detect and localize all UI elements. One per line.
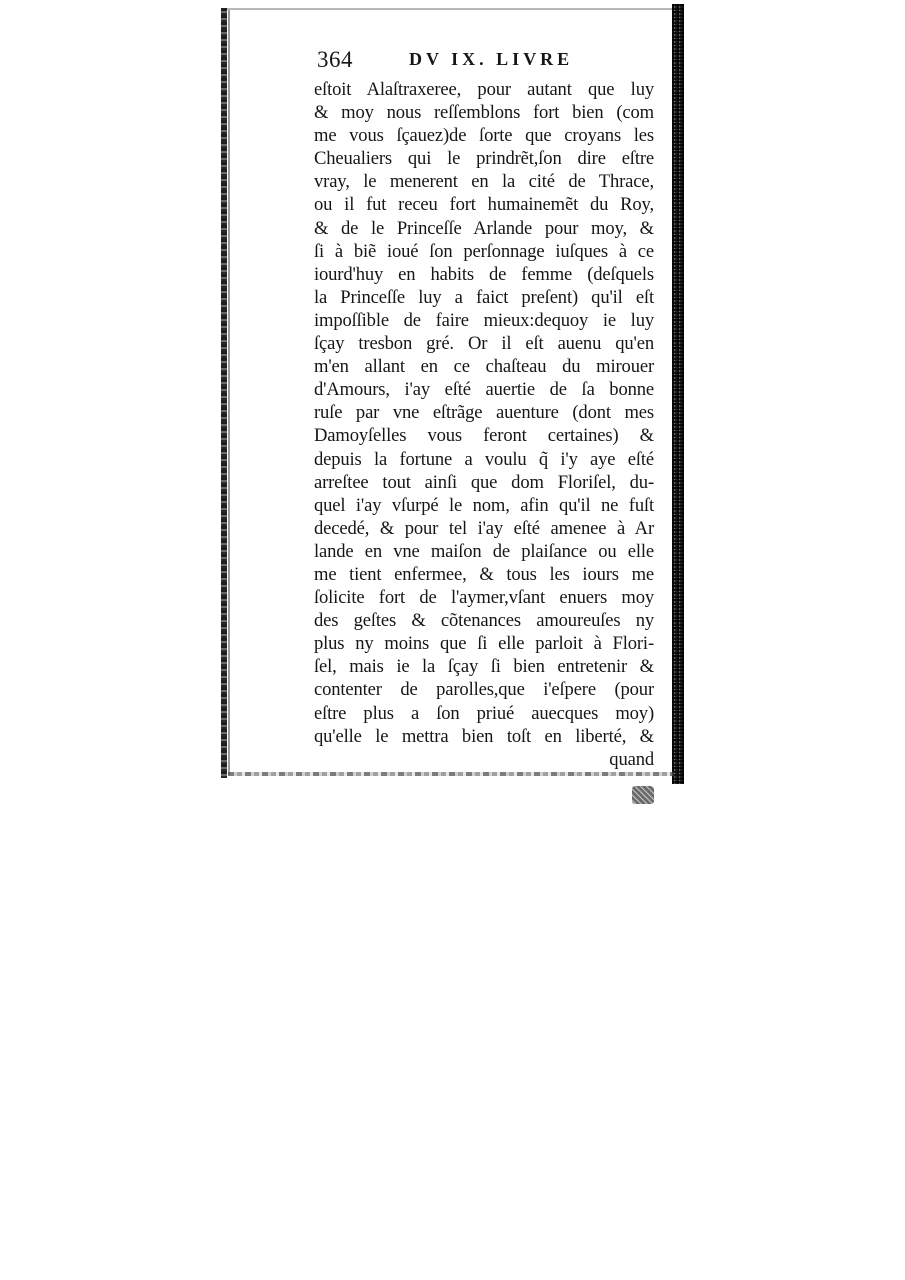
text-line: arreſtee tout ainſi que dom Floriſel, du- (314, 471, 654, 493)
text-line: m'en allant en ce chaſteau du mirouer (314, 356, 654, 378)
text-line: ſi à biẽ ioué ſon perſonnage iuſques à ce (314, 240, 654, 262)
text-line: me vous ſçauez)de ſorte que croyans les (314, 125, 654, 147)
text-line: la Princeſſe luy a faict preſent) qu'il eſt (314, 286, 654, 308)
text-line: plus ny moins que ſi elle parloit à Flori- (314, 633, 654, 655)
page-header (317, 47, 657, 73)
text-line: ruſe par vne eſtrãge auenture (dont mes (314, 402, 654, 424)
text-line: Damoyſelles vous feront certaines) & (314, 425, 654, 447)
text-line: eſtoit Alaſtraxeree, pour autant que luy (314, 79, 654, 100)
text-line: lande en vne maiſon de plaiſance ou elle (314, 540, 654, 562)
text-line: ſel, mais ie la ſçay ſi bien entretenir & (314, 656, 654, 678)
text-line: contenter de parolles,que i'eſpere (pour (314, 679, 654, 701)
text-line: & moy nous reſſemblons fort bien (com (314, 102, 654, 124)
text-line: des geſtes & cõtenances amoureuſes ny (314, 610, 654, 632)
page-number: 364 (317, 47, 353, 72)
page-top-edge (225, 8, 672, 10)
text-line: d'Amours, i'ay eſté auertie de ſa bonne (314, 379, 654, 401)
text-line: ou il fut receu fort humainemẽt du Roy, (314, 194, 654, 216)
text-line: iourd'huy en habits de femme (deſquels (314, 263, 654, 285)
text-line: Cheualiers qui le prindrẽt,ſon dire eſtre (314, 148, 654, 170)
text-line: me tient enfermee, & tous les iours me (314, 563, 654, 585)
page-left-gutter (228, 10, 230, 775)
scan-smudge (632, 786, 654, 804)
text-line: quel i'ay vſurpé le nom, afin qu'il ne fuſt (314, 494, 654, 516)
text-line: depuis la fortune a voulu q̃ i'y aye eſté (314, 448, 654, 470)
text-line: decedé, & pour tel i'ay eſté amenee à Ar (314, 517, 654, 539)
page-left-edge (221, 8, 227, 778)
text-line: impoſſible de faire mieux:dequoy ie luy (314, 309, 654, 331)
page-right-edge (672, 4, 684, 784)
page-bottom-edge (228, 772, 674, 776)
catchword: quand (609, 748, 654, 770)
text-line: vray, le menerent en la cité de Thrace, (314, 171, 654, 193)
body-text (314, 78, 654, 771)
running-head: DV IX. LIVRE (409, 49, 574, 69)
text-line: ſolicite fort de l'aymer,vſant enuers moy (314, 587, 654, 609)
text-line: ſçay tresbon gré. Or il eſt auenu qu'en (314, 333, 654, 355)
text-line: qu'elle le mettra bien toſt en liberté, & (314, 725, 654, 747)
text-line: & de le Princeſſe Arlande pour moy, & (314, 217, 654, 239)
text-line: eſtre plus a ſon priué auecques moy) (314, 702, 654, 724)
